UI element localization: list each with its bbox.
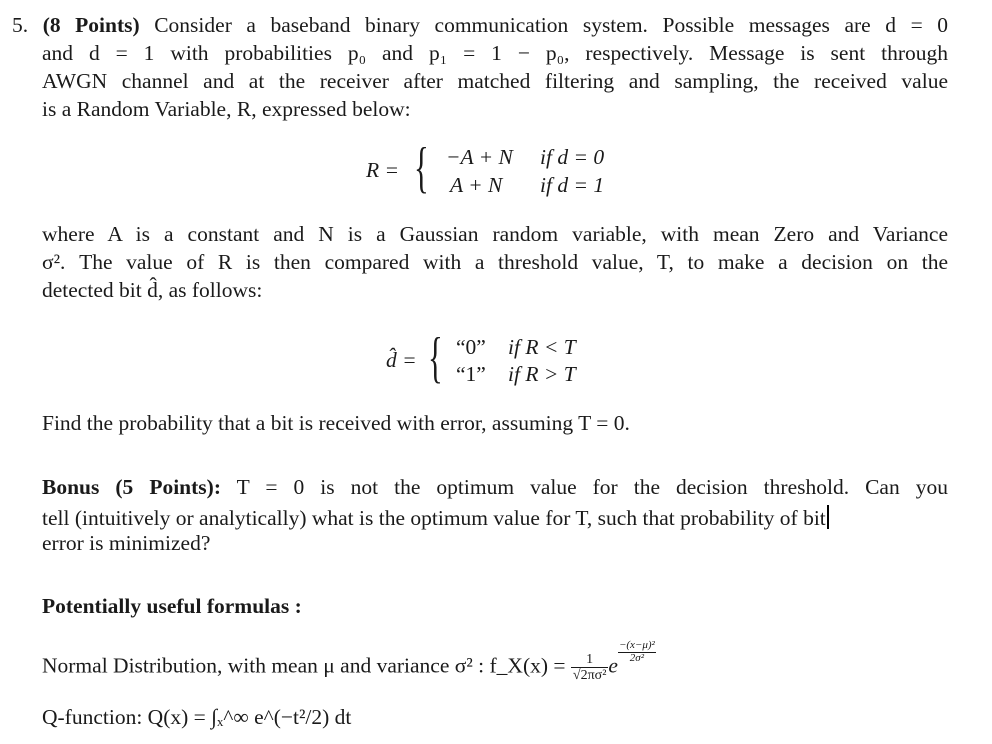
para2-line-3: detected bit d̂, as follows: (42, 278, 263, 302)
problem-line-2: and d = 1 with probabilities p₀ and p₁ = 1 − p₀, respectively. Message is sent through (42, 41, 948, 65)
normal-coefficient (571, 652, 609, 684)
eq2-case2-expr: “1” (456, 362, 486, 386)
eq1-brace: { (414, 137, 429, 199)
bonus-line-1 (42, 477, 948, 499)
question-text: Find the probability that a bit is received with error, assuming T = 0. (42, 411, 630, 435)
formulas-heading: Potentially useful formulas : (42, 594, 302, 618)
normal-exp-den: 2σ² (629, 651, 644, 664)
eq2-case2-cond: if R > T (508, 362, 576, 386)
bonus-line-3: error is minimized? (42, 531, 211, 555)
normal-exp-num: −(x−μ)² (618, 639, 655, 651)
eq2-lhs: d̂ = (386, 348, 417, 372)
eq1-case1-expr: −A + N (446, 145, 513, 169)
bonus-text-1: T = 0 is not the optimum value for the decision threshold. Can you (236, 475, 948, 499)
problem-line-1 (12, 15, 948, 37)
eq2-brace: { (428, 327, 443, 389)
normal-exponent (618, 640, 656, 664)
problem-points: (8 Points) (42, 13, 140, 37)
problem-line-4: is a Random Variable, R, expressed below: (42, 97, 411, 121)
eq1-case2-cond: if d = 1 (540, 173, 605, 197)
bonus-line-2 (42, 505, 948, 530)
eq1-lhs: R = (366, 158, 400, 182)
q-function-formula: Q-function: Q(x) = ∫ₓ^∞ e^(−t²/2) dt (42, 705, 352, 729)
normal-e: e (608, 653, 618, 678)
normal-text: Normal Distribution, with mean μ and variance σ² : f_X(x) = (42, 653, 566, 678)
eq2-case1-expr: “0” (456, 335, 486, 359)
eq2-case1-cond: if R < T (508, 335, 576, 359)
eq1-case2-expr: A + N (450, 173, 503, 197)
text-cursor[interactable] (827, 505, 829, 529)
normal-frac-den: √2πσ² (572, 668, 607, 684)
eq1-case1-cond: if d = 0 (540, 145, 605, 169)
bonus-text-2: tell (intuitively or analytically) what is the optimum value for T, such that probability of bit (42, 506, 826, 530)
para2-line-2: σ². The value of R is then compared with a threshold value, T, to make a decision on the (42, 250, 948, 274)
problem-line-3: AWGN channel and at the receiver after matched filtering and sampling, the received value (42, 69, 948, 93)
para2-line-1: where A is a constant and N is a Gaussian random variable, with mean Zero and Variance (42, 222, 948, 246)
normal-frac-num: 1 (571, 652, 609, 668)
normal-distribution-formula (42, 640, 656, 688)
problem-text-1: Consider a baseband binary communication system. Possible messages are d = 0 (154, 13, 949, 37)
problem-number: 5. (12, 13, 29, 37)
bonus-label: Bonus (5 Points): (42, 475, 221, 499)
